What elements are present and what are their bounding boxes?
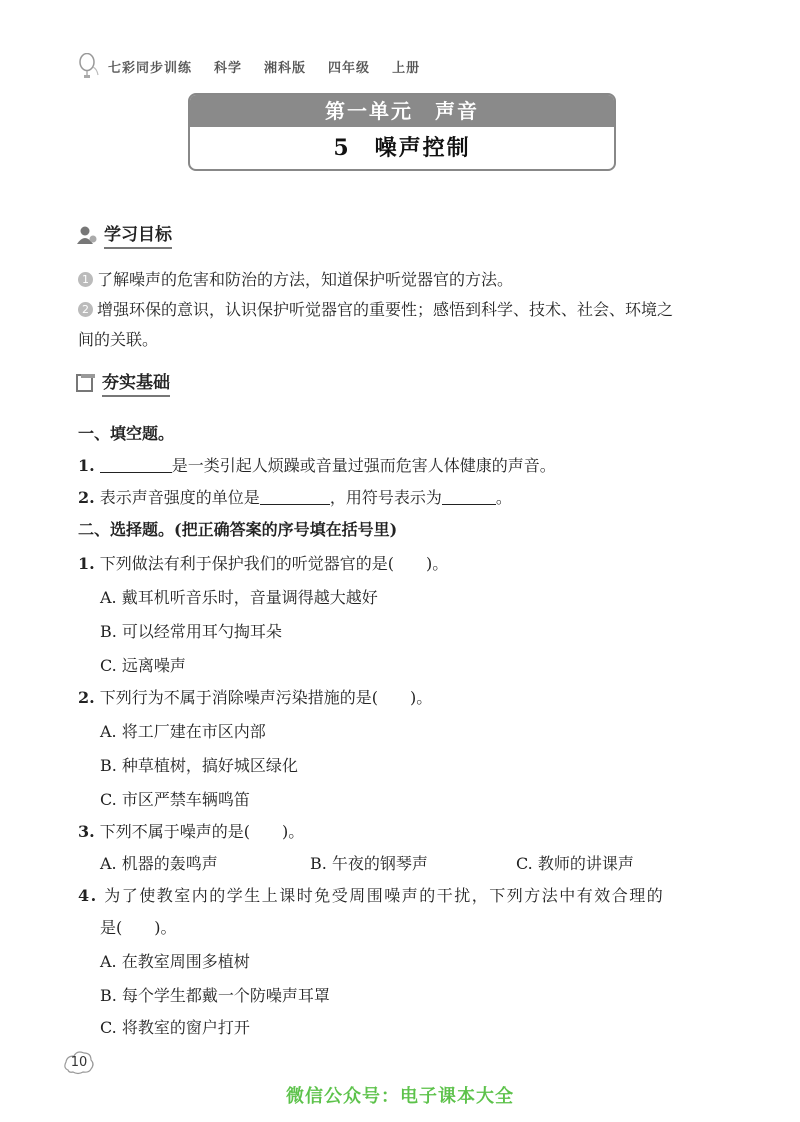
- q-number: 1.: [78, 456, 95, 475]
- q4-option-a: A. 在教室周围多植树: [100, 952, 250, 971]
- q4-text-cont: 是( )。: [100, 918, 177, 937]
- lesson-title: 5 噪声控制: [333, 135, 471, 161]
- q4-option-b: B. 每个学生都戴一个防噪声耳罩: [100, 986, 330, 1005]
- choice-question-2: [78, 688, 432, 708]
- q1-option-a: A. 戴耳机听音乐时，音量调得越大越好: [100, 588, 378, 607]
- person-icon: [76, 224, 98, 246]
- q3-option-c: C. 教师的讲课声: [516, 854, 634, 873]
- q-number: 2.: [78, 488, 95, 507]
- q1-option-b: B. 可以经常用耳勺掏耳朵: [100, 622, 282, 641]
- q-text: 下列行为不属于消除噪声污染措施的是( )。: [99, 688, 433, 707]
- page-number: 10: [70, 1055, 88, 1070]
- goal-text-2-cont: 间的关联。: [78, 330, 159, 349]
- q-text-pre: 表示声音强度的单位是: [99, 488, 260, 507]
- page-header: [78, 53, 420, 79]
- footer-watermark: 微信公众号：电子课本大全: [286, 1086, 514, 1107]
- answer-blank-symbol[interactable]: [442, 488, 496, 505]
- q-text: 为了使教室内的学生上课时免受周围噪声的干扰，下列方法中有效合理的: [104, 886, 665, 905]
- header-volume: 上册: [392, 60, 421, 76]
- q2-option-a: A. 将工厂建在市区内部: [100, 722, 266, 741]
- fill-question-2: [78, 488, 512, 508]
- q-number: 1.: [78, 554, 95, 573]
- goal-text-2: 增强环保的意识，认识保护听觉器官的重要性；感悟到科学、技术、社会、环境之: [97, 300, 674, 319]
- answer-blank[interactable]: [100, 456, 172, 473]
- header-grade: 四年级: [328, 60, 371, 76]
- goal-text-1: 了解噪声的危害和防治的方法，知道保护听觉器官的方法。: [97, 270, 514, 289]
- q-text: 下列不属于噪声的是( )。: [99, 822, 305, 841]
- part2-heading: 二、选择题。(把正确答案的序号填在括号里): [78, 520, 398, 539]
- title-box: [188, 93, 616, 171]
- header-subject: 科学: [214, 60, 243, 76]
- basics-heading-text: 夯实基础: [102, 368, 170, 397]
- balloon-icon: [78, 53, 100, 79]
- goal-number-2: 2: [78, 302, 93, 317]
- goal-number-1: 1: [78, 272, 93, 287]
- q-text-post: 。: [495, 488, 512, 507]
- q1-option-c: C. 远离噪声: [100, 656, 186, 675]
- q3-option-b: B. 午夜的钢琴声: [310, 854, 428, 873]
- header-series: 七彩同步训练: [108, 60, 193, 76]
- goal-item-1: [78, 270, 513, 290]
- q2-option-b: B. 种草植树，搞好城区绿化: [100, 756, 298, 775]
- q-text: 是一类引起人烦躁或音量过强而危害人体健康的声音。: [171, 456, 556, 475]
- q-number: 4.: [78, 886, 98, 905]
- part1-heading: 一、填空题。: [78, 424, 175, 443]
- q-number: 3.: [78, 822, 95, 841]
- basics-heading: [76, 368, 170, 397]
- q-text-mid: ，用符号表示为: [329, 488, 442, 507]
- unit-title: 第一单元 声音: [190, 95, 614, 127]
- choice-question-4: [78, 886, 664, 906]
- header-edition: 湘科版: [264, 60, 307, 76]
- goal-item-2: [78, 300, 673, 320]
- goals-heading: [76, 220, 172, 249]
- goals-heading-text: 学习目标: [104, 220, 172, 249]
- choice-question-3: [78, 822, 304, 842]
- q-number: 2.: [78, 688, 95, 707]
- book-icon: [76, 373, 96, 393]
- q-text: 下列做法有利于保护我们的听觉器官的是( )。: [99, 554, 449, 573]
- q3-option-a: A. 机器的轰鸣声: [100, 854, 218, 873]
- choice-question-1: [78, 554, 448, 574]
- answer-blank-unit[interactable]: [260, 488, 330, 505]
- q2-option-c: C. 市区严禁车辆鸣笛: [100, 790, 250, 809]
- q4-option-c: C. 将教室的窗户打开: [100, 1018, 250, 1037]
- page-number-badge: [62, 1048, 96, 1078]
- fill-question-1: [78, 456, 556, 476]
